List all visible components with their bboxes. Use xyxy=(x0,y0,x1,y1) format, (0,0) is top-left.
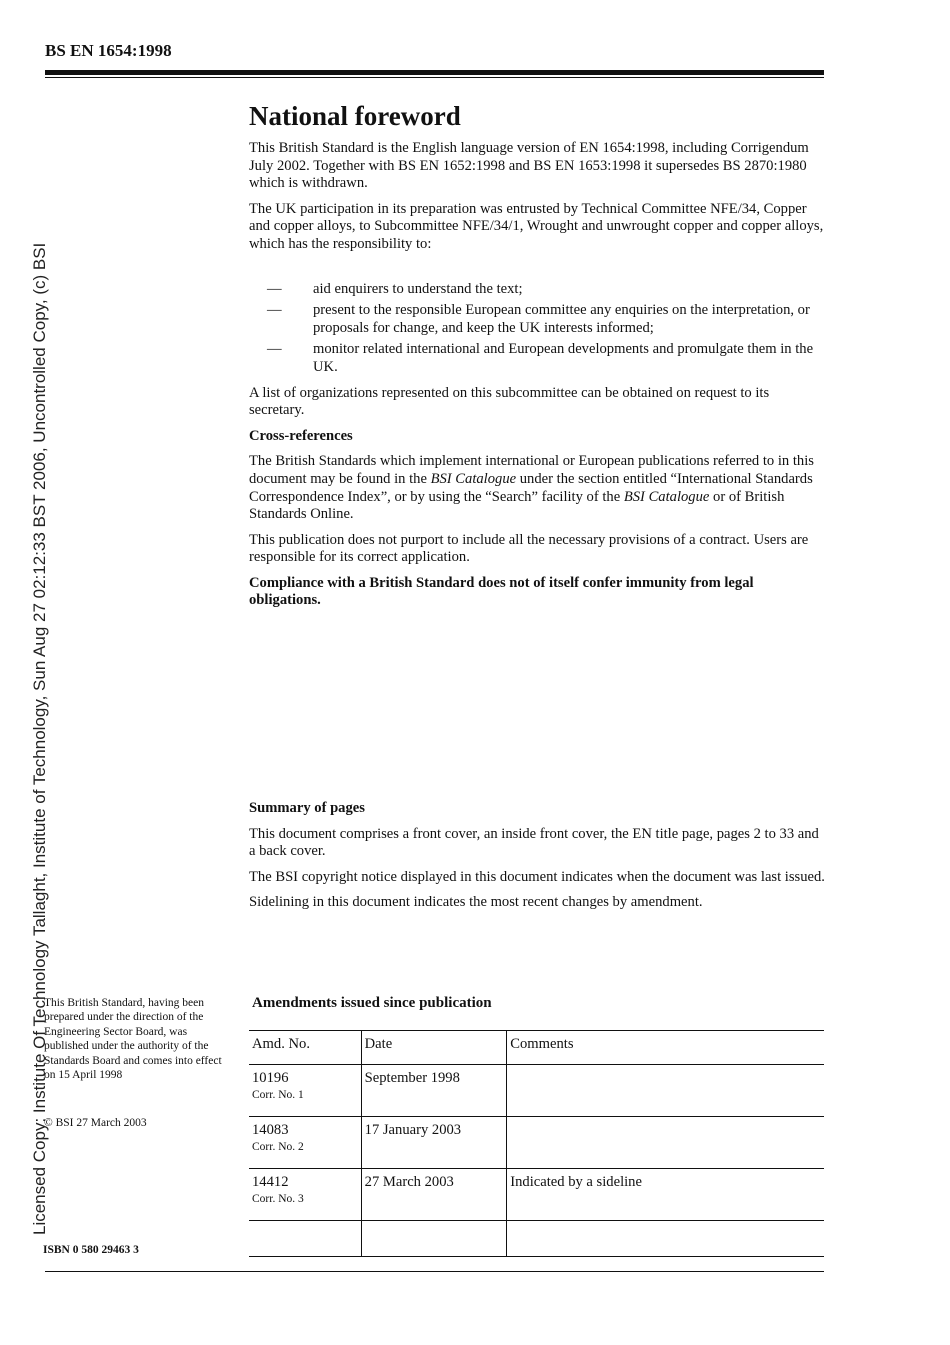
table-row xyxy=(249,1169,824,1221)
crossref-text-2: under the section entitled “International Standards Correspondence Index”, or by using the “Search” facility of the xyxy=(249,470,813,505)
corrigendum-label: Corr. No. 3 xyxy=(252,1193,304,1205)
preparation-note: This British Standard, having been prepared under the direction of the Engineering Sector Board, was published under the authority of the Standards Board and comes into effect on 15 April 1998 xyxy=(44,997,222,1082)
amd-no-cell xyxy=(249,1117,361,1169)
header-amd-no: Amd. No. xyxy=(249,1031,361,1065)
crossref-text-1: The British Standards which implement international or European publications referred to in this document may be found in the xyxy=(249,453,814,487)
footer-rule xyxy=(45,1271,824,1272)
header-comments: Comments xyxy=(507,1031,824,1065)
copyright-notice: © BSI 27 March 2003 xyxy=(44,1117,147,1129)
crossref-italic-1: BSI Catalogue xyxy=(430,470,517,487)
summary-paragraph-2: The BSI copyright notice displayed in this document indicates when the document was last issued. xyxy=(249,868,825,885)
crossref-paragraph xyxy=(249,453,827,523)
corrigendum-label: Corr. No. 1 xyxy=(252,1089,304,1101)
list-item xyxy=(249,281,827,299)
national-foreword xyxy=(249,100,827,618)
amd-no-cell xyxy=(249,1169,361,1221)
foreword-paragraph-1: This British Standard is the English language version of EN 1654:1998, including Corrigendum July 2002. Together with BS EN 1652:1998 and BS EN 1653:1998 it supersedes BS 2870:1980 which is withdrawn. xyxy=(249,140,809,192)
dash-marker: — xyxy=(267,302,282,319)
dash-marker: — xyxy=(267,341,282,358)
compliance-statement: Compliance with a British Standard does not of itself confer immunity from legal obligations. xyxy=(249,574,754,609)
license-notice: Licensed Copy: Institute Of Technology Tallaght, Institute of Technology, Sun Aug 27 02:12:33 BST 2006, Uncontrolled Copy, (c) BSI xyxy=(30,242,49,1235)
summary-heading: Summary of pages xyxy=(249,800,365,816)
empty-cell xyxy=(361,1221,507,1257)
page-title: National foreword xyxy=(249,101,461,131)
summary-paragraph-1: This document comprises a front cover, an inside front cover, the EN title page, pages 2 to 33 and a back cover. xyxy=(249,825,819,860)
document-id: BS EN 1654:1998 xyxy=(45,41,172,60)
corrigendum-label: Corr. No. 2 xyxy=(252,1141,304,1153)
table-row xyxy=(249,1117,824,1169)
list-item-text: present to the responsible European committee any enquiries on the interpretation, or proposals for change, and keep the UK interests informed; xyxy=(313,302,810,336)
header-rule-thin xyxy=(45,77,824,78)
foreword-paragraph-4: This publication does not purport to include all the necessary provisions of a contract. Users are responsible for its correct application. xyxy=(249,531,809,566)
crossref-italic-2: BSI Catalogue xyxy=(623,488,710,505)
list-item xyxy=(249,341,827,376)
comments-cell: Indicated by a sideline xyxy=(507,1169,824,1221)
list-item-text: monitor related international and European developments and promulgate them in the UK. xyxy=(313,341,814,375)
table-row xyxy=(249,1065,824,1117)
amd-number: 14083 xyxy=(252,1122,289,1138)
empty-cell xyxy=(249,1221,361,1257)
header-rule-thick xyxy=(45,70,824,75)
comments-cell xyxy=(507,1065,824,1117)
table-header-row xyxy=(249,1031,824,1065)
comments-cell xyxy=(507,1117,824,1169)
date-cell: 17 January 2003 xyxy=(361,1117,507,1169)
crossref-heading: Cross-references xyxy=(249,427,353,444)
summary-of-pages xyxy=(249,800,827,920)
responsibility-list xyxy=(249,281,827,377)
foreword-paragraph-3: A list of organizations represented on this subcommittee can be obtained on request to its secretary. xyxy=(249,384,770,419)
summary-paragraph-3: Sidelining in this document indicates the most recent changes by amendment. xyxy=(249,894,703,911)
list-item-text: aid enquirers to understand the text; xyxy=(313,280,523,297)
isbn: ISBN 0 580 29463 3 xyxy=(43,1244,139,1256)
list-item xyxy=(249,302,827,337)
date-cell: 27 March 2003 xyxy=(361,1169,507,1221)
dash-marker: — xyxy=(267,280,282,297)
crossref-text-3: or of British Standards Online. xyxy=(249,488,785,523)
table-row-empty xyxy=(249,1221,824,1257)
amd-no-cell xyxy=(249,1065,361,1117)
amendments-title: Amendments issued since publication xyxy=(252,995,492,1011)
header-date: Date xyxy=(361,1031,507,1065)
amd-number: 14412 xyxy=(252,1174,289,1190)
date-cell: September 1998 xyxy=(361,1065,507,1117)
amd-number: 10196 xyxy=(252,1070,289,1086)
foreword-paragraph-2: The UK participation in its preparation was entrusted by Technical Committee NFE/34, Copper and copper alloys, to Subcommittee NFE/34/1, Wrought and unwrought copper and copper alloys, which has the responsibility to: xyxy=(249,200,824,252)
amendments-table xyxy=(249,1030,824,1257)
empty-cell xyxy=(507,1221,824,1257)
